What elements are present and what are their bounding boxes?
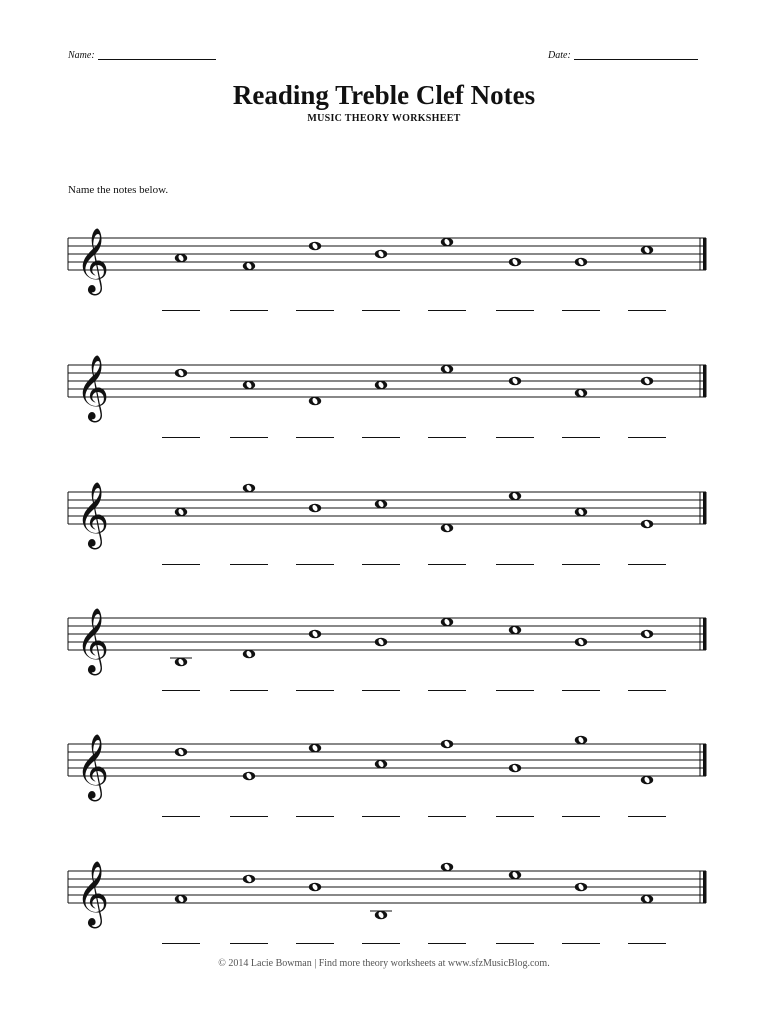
answer-blank[interactable] <box>428 943 466 944</box>
answer-blank[interactable] <box>562 564 600 565</box>
answer-blank[interactable] <box>496 437 534 438</box>
treble-clef-icon: 𝄞 <box>76 608 110 673</box>
answer-row <box>0 218 768 338</box>
answer-row <box>0 472 768 592</box>
answer-blank[interactable] <box>628 564 666 565</box>
answer-blank[interactable] <box>362 564 400 565</box>
instruction-text: Name the notes below. <box>68 184 169 196</box>
answer-blank[interactable] <box>296 310 334 311</box>
answer-blank[interactable] <box>162 690 200 691</box>
staff-6 <box>0 851 768 971</box>
treble-clef-icon: 𝄞 <box>76 228 110 293</box>
answer-blank[interactable] <box>162 943 200 944</box>
answer-blank[interactable] <box>362 943 400 944</box>
treble-clef-icon: 𝄞 <box>76 861 110 926</box>
staff-1 <box>0 218 768 338</box>
answer-blank[interactable] <box>628 943 666 944</box>
answer-blank[interactable] <box>296 437 334 438</box>
answer-blank[interactable] <box>162 816 200 817</box>
page-subtitle: MUSIC THEORY WORKSHEET <box>307 113 461 124</box>
answer-blank[interactable] <box>296 816 334 817</box>
answer-row <box>0 345 768 465</box>
answer-blank[interactable] <box>496 943 534 944</box>
page-title: Reading Treble Clef Notes <box>232 80 536 110</box>
answer-blank[interactable] <box>496 310 534 311</box>
answer-blank[interactable] <box>230 564 268 565</box>
answer-blank[interactable] <box>562 310 600 311</box>
answer-blank[interactable] <box>496 564 534 565</box>
answer-blank[interactable] <box>428 690 466 691</box>
treble-clef-icon: 𝄞 <box>76 355 110 420</box>
answer-blank[interactable] <box>296 690 334 691</box>
staff-4 <box>0 598 768 718</box>
answer-blank[interactable] <box>362 690 400 691</box>
date-label: Date: <box>548 50 571 61</box>
answer-blank[interactable] <box>162 437 200 438</box>
treble-clef-icon: 𝄞 <box>76 482 110 547</box>
staff-3 <box>0 472 768 592</box>
answer-blank[interactable] <box>562 943 600 944</box>
answer-blank[interactable] <box>628 816 666 817</box>
answer-blank[interactable] <box>162 310 200 311</box>
answer-blank[interactable] <box>162 564 200 565</box>
name-label: Name: <box>68 50 95 61</box>
answer-blank[interactable] <box>230 816 268 817</box>
staff-2 <box>0 345 768 465</box>
answer-row <box>0 598 768 718</box>
answer-blank[interactable] <box>296 943 334 944</box>
answer-blank[interactable] <box>428 564 466 565</box>
date-input-line[interactable] <box>574 59 698 60</box>
answer-row <box>0 851 768 971</box>
footer-text: © 2014 Lacie Bowman | Find more theory worksheets at www.sfzMusicBlog.com. <box>218 958 550 969</box>
answer-row <box>0 724 768 844</box>
answer-blank[interactable] <box>562 437 600 438</box>
name-field[interactable] <box>68 50 216 61</box>
staff-5 <box>0 724 768 844</box>
answer-blank[interactable] <box>230 690 268 691</box>
answer-blank[interactable] <box>562 690 600 691</box>
answer-blank[interactable] <box>496 816 534 817</box>
answer-blank[interactable] <box>628 437 666 438</box>
answer-blank[interactable] <box>362 310 400 311</box>
answer-blank[interactable] <box>562 816 600 817</box>
answer-blank[interactable] <box>628 310 666 311</box>
treble-clef-icon: 𝄞 <box>76 734 110 799</box>
date-field[interactable] <box>548 50 698 61</box>
answer-blank[interactable] <box>496 690 534 691</box>
answer-blank[interactable] <box>230 437 268 438</box>
answer-blank[interactable] <box>428 437 466 438</box>
answer-blank[interactable] <box>428 816 466 817</box>
name-input-line[interactable] <box>98 59 216 60</box>
answer-blank[interactable] <box>362 437 400 438</box>
answer-blank[interactable] <box>362 816 400 817</box>
answer-blank[interactable] <box>428 310 466 311</box>
answer-blank[interactable] <box>230 943 268 944</box>
answer-blank[interactable] <box>628 690 666 691</box>
answer-blank[interactable] <box>230 310 268 311</box>
answer-blank[interactable] <box>296 564 334 565</box>
